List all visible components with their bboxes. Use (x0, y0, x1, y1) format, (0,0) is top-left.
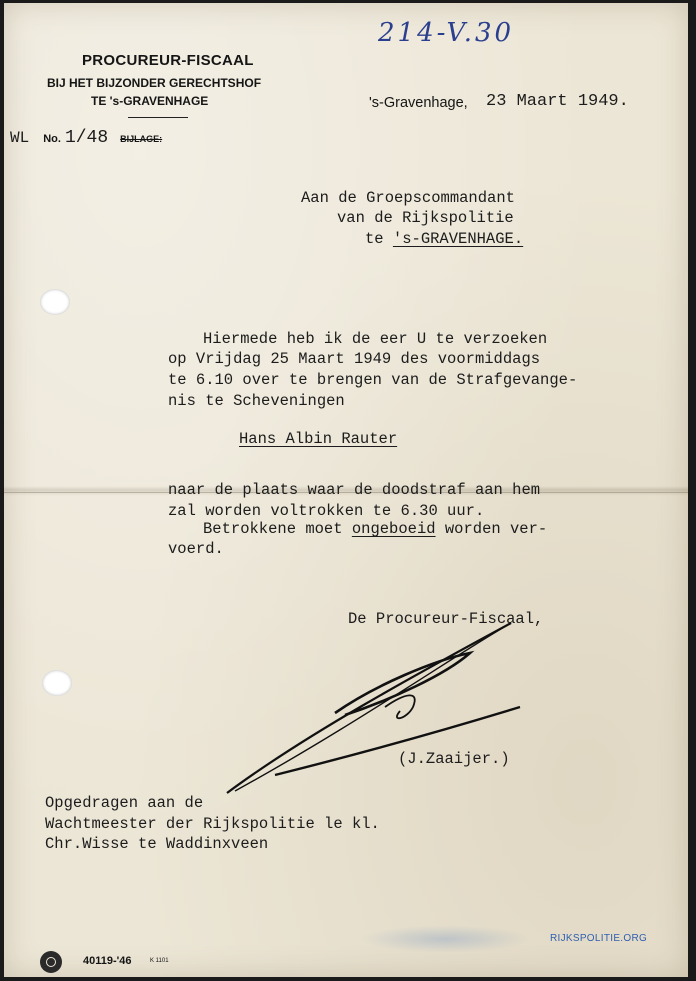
addressee-line-1: Aan de Groepscommandant (301, 189, 515, 207)
convict-name: Hans Albin Rauter (239, 430, 398, 448)
ongeboeid-emphasis: ongeboeid (351, 520, 436, 538)
body-line-8: voerd. (168, 540, 224, 558)
body-line-5: naar de plaats waar de doodstraf aan hem (168, 481, 541, 499)
handwritten-signature (215, 615, 535, 805)
watermark: RIJKSPOLITIE.ORG (550, 933, 648, 944)
assignment-line-1: Opgedragen aan de (45, 794, 204, 812)
addressee-city: 's-GRAVENHAGE. (392, 230, 524, 248)
reference-prefix: WL (10, 129, 30, 147)
addressee-line-2: van de Rijkspolitie (337, 209, 514, 227)
reference-no-label: No. (43, 133, 61, 145)
letterhead-title: PROCUREUR-FISCAAL (82, 52, 254, 69)
signatory-name: (J.Zaaijer.) (398, 750, 510, 768)
faded-stamp (360, 925, 530, 953)
body-line-7-before: Betrokkene moet (203, 520, 343, 538)
addressee-line-3-prefix: te (365, 230, 384, 248)
body-line-7 (203, 520, 547, 538)
body-line-6: zal worden voltrokken te 6.30 uur. (168, 502, 485, 520)
assignment-line-3: Chr.Wisse te Waddinxveen (45, 835, 269, 853)
form-small-code: K 1101 (150, 958, 169, 964)
letterhead-court: BIJ HET BIJZONDER GERECHTSHOF (47, 76, 262, 90)
signature-title: De Procureur-Fiscaal, (348, 610, 544, 628)
body-line-2: op Vrijdag 25 Maart 1949 des voormiddags (168, 350, 541, 368)
printer-logo-icon (40, 951, 62, 973)
assignment-line-2: Wachtmeester der Rijkspolitie le kl. (45, 815, 380, 833)
punch-hole-top (40, 289, 70, 315)
punch-hole-bottom (42, 670, 72, 696)
reference-line (10, 128, 162, 148)
body-line-7-after: worden ver- (444, 520, 548, 538)
body-line-3: te 6.10 over te brengen van de Strafgevange- (168, 371, 578, 389)
addressee-line-3 (365, 230, 523, 248)
handwritten-reference: 214-V.30 (378, 18, 515, 48)
bijlage-label: BIJLAGE: (120, 134, 163, 144)
body-line-1: Hiermede heb ik de eer U te verzoeken (203, 330, 548, 348)
form-number: 40119-'46 (83, 955, 132, 967)
body-line-4: nis te Scheveningen (168, 392, 345, 410)
letter-date: 23 Maart 1949. (486, 92, 629, 111)
reference-number: 1/48 (64, 128, 109, 148)
place-label: 's-Gravenhage, (369, 95, 468, 111)
letterhead-city: TE 's-GRAVENHAGE (91, 94, 209, 108)
letterhead-rule (128, 117, 188, 118)
